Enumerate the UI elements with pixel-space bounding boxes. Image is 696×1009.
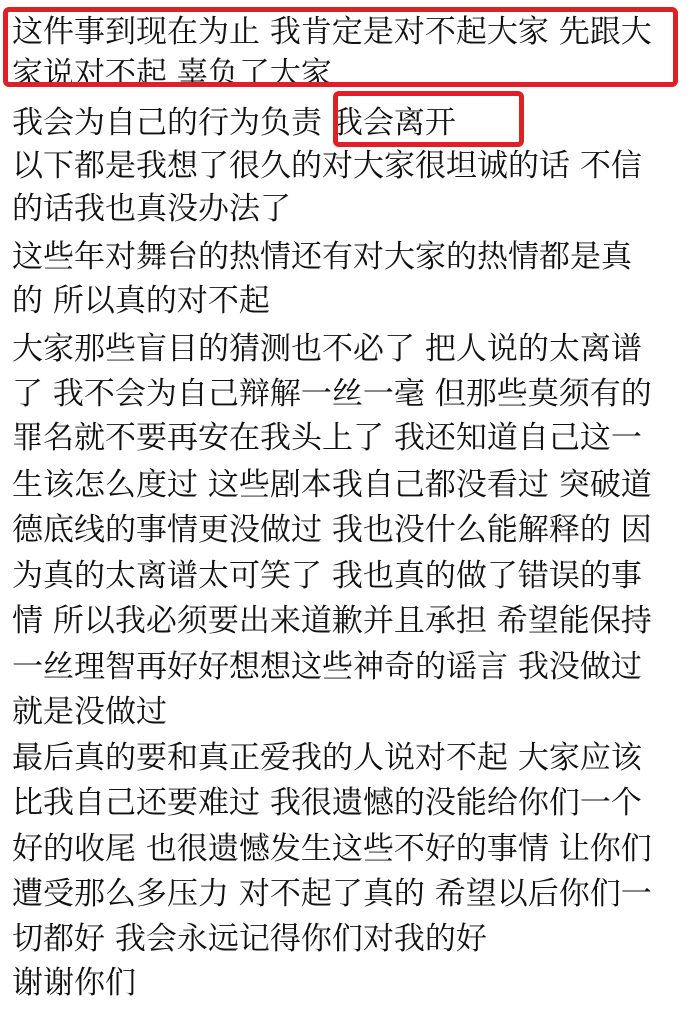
statement-line-16: 就是没做过 <box>12 694 167 730</box>
statement-line-7: 的 所以真的对不起 <box>12 283 270 319</box>
statement-line-8: 大家那些盲目的猜测也不必了 把人说的太离谱 <box>12 331 642 367</box>
statement-line-10: 罪名就不要再安在我头上了 我还知道自己这一 <box>12 420 642 456</box>
statement-line-1: 这件事到现在为止 我肯定是对不起大家 先跟大 <box>12 14 652 50</box>
statement-line-14: 情 所以我必须要出来道歉并且承担 希望能保持 <box>12 603 652 639</box>
statement-line-20: 遭受那么多压力 对不起了真的 希望以后你们一 <box>12 876 652 912</box>
statement-line-22: 谢谢你们 <box>12 965 136 1001</box>
statement-line-11: 生该怎么度过 这些剧本我自己都没看过 突破道 <box>12 467 652 503</box>
statement-line-15: 一丝理智再好好想想这些神奇的谣言 我没做过 <box>12 649 642 685</box>
statement-line-6: 这些年对舞台的热情还有对大家的热情都是真 <box>12 239 632 275</box>
statement-line-4: 以下都是我想了很久的对大家很坦诚的话 不信 <box>12 148 642 184</box>
statement-line-5: 的话我也真没办法了 <box>12 191 291 227</box>
statement-line-19: 好的收尾 也很遗憾发生这些不好的事情 让你们 <box>12 831 652 867</box>
statement-line-17: 最后真的要和真正爱我的人说对不起 大家应该 <box>12 740 642 776</box>
statement-line-18: 比我自己还要难过 我很遗憾的没能给你们一个 <box>12 785 642 821</box>
statement-line-9: 了 我不会为自己辩解一丝一毫 但那些莫须有的 <box>12 376 652 412</box>
statement-line-2: 家说对不起 辜负了大家 <box>12 56 332 92</box>
statement-line-12: 德底线的事情更没做过 我也没什么能解释的 因 <box>12 512 652 548</box>
statement-line-21: 切都好 我会永远记得你们对我的好 <box>12 921 487 957</box>
statement-line-13: 为真的太离谱太可笑了 我也真的做了错误的事 <box>12 558 642 594</box>
statement-line-3: 我会为自己的行为负责 我会离开 <box>12 105 456 141</box>
